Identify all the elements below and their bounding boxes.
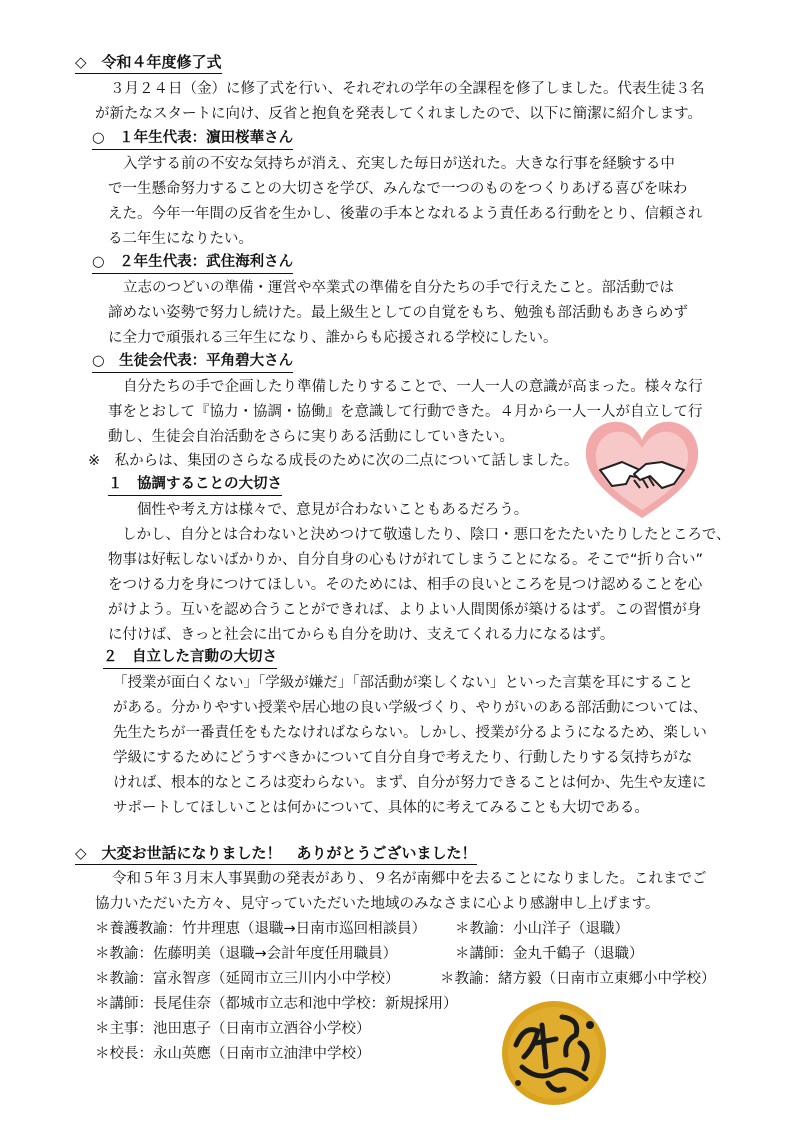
staff-entry: ＊主事：池田恵子（日南市立酒谷小学校）: [95, 1021, 371, 1037]
point1-line: しかし、自分とは合わないと決めつけて敬遠したり、陰口・悪口をたたいたりしたところで、: [122, 527, 731, 543]
principal-note: ※ 私からは、集団のさらなる成長のために次の二点について話しました。: [88, 453, 579, 469]
point1-line: がけよう。互いを認め合うことができれば、よりよい人間関係が築けるはず。この習慣が身: [108, 602, 702, 618]
staff-entry: ＊講師：長尾佳奈（都城市立志和池中学校：新規採用）: [95, 996, 458, 1012]
section-heading-farewell: ◇ 大変お世話になりました！ ありがとうございました！: [75, 846, 477, 865]
point2-line: サポートしてほしいことは何かについて、具体的に考えてみることも大切である。: [113, 800, 649, 816]
staff-entry: ＊養護教諭：竹井理恵（退職→日南市巡回相談員）: [95, 921, 427, 937]
point2-line: ければ、根本的なところは変わらない。まず、自分が努力できることは何か、先生や友達に: [113, 775, 707, 791]
handshake-heart-icon: [582, 418, 702, 523]
rep-line: 自分たちの手で企画したり準備したりすることで、一人一人の意識が高まった。様々な行: [123, 379, 703, 395]
thanks-calligraphy-stamp-icon: [494, 995, 614, 1107]
section-heading-closing-ceremony: ◇ 令和４年度修了式: [75, 55, 222, 74]
point1-line: をつける力を身につけてほしい。そのためには、相手の良いところを見つけ認めることを心: [108, 577, 703, 593]
point2-heading: ２ 自立した言動の大切さ: [103, 650, 277, 669]
rep-heading-student-council: ○ 生徒会代表：平角碧大さん: [92, 354, 293, 373]
rep-line: えた。今年一年間の反省を生かし、後輩の手本となれるよう責任ある行動をとり、信頼され: [108, 206, 703, 222]
rep-line: 事をとおして『協力・協調・協働』を意識して行動できた。４月から一人一人が自立して行: [108, 404, 703, 420]
point2-line: 学級にするためにどうすべきかについて自分自身で考えたり、行動したりする気持ちがな: [113, 750, 693, 766]
farewell-intro-line: 協力いただいた方々、見守っていただいた地域のみなさまに心より感謝申し上げます。: [95, 896, 660, 912]
intro-line: が新たなスタートに向け、反省と抱負を発表してくれましたので、以下に簡潔に紹介します。: [95, 106, 702, 122]
staff-entry: ＊教諭：富永智彦（延岡市立三川内小中学校）: [95, 971, 400, 987]
rep-line: 動し、生徒会自治活動をさらに実りある活動にしていきたい。: [108, 429, 514, 445]
staff-entry: ＊教諭：小山洋子（退職）: [455, 921, 629, 937]
point2-line: 先生たちが一番責任をもたなければならない。しかし、授業が分るようになるため、楽しい: [113, 725, 707, 741]
rep-line: 諦めない姿勢で努力し続けた。最上級生としての自覚をもち、勉強も部活動もあきらめず: [108, 305, 688, 321]
point2-line: 「授業が面白くない」「学級が嫌だ」「部活動が楽しくない」といった言葉を耳にすること: [113, 675, 693, 691]
point2-line: がある。分かりやすい授業や居心地の良い学級づくり、やりがいのある部活動については、: [113, 700, 708, 716]
rep-heading-grade1: ○ １年生代表：濵田桜華さん: [92, 131, 293, 150]
staff-entry: ＊教諭：緒方毅（日南市立東郷小中学校）: [440, 971, 716, 987]
point1-heading: １ 協調することの大切さ: [108, 477, 282, 496]
staff-entry: ＊教諭：佐藤明美（退職→会計年度任用職員）: [95, 946, 398, 962]
rep-line: で一生懸命努力することの大切さを学び、みんなで一つのものをつくりあげる喜びを味わ: [108, 181, 688, 197]
point1-line: 物事は好転しないばかりか、自分自身の心もけがれてしまうことになる。そこで“折り合い”: [108, 552, 704, 568]
point1-line: 個性や考え方は様々で、意見が合わないこともあるだろう。: [137, 502, 529, 518]
rep-line: る二年生になりたい。: [108, 231, 253, 247]
rep-line: に全力で頑張れる三年生になり、誰からも応援される学校にしたい。: [108, 330, 558, 346]
rep-heading-grade2: ○ ２年生代表：武住海利さん: [92, 255, 293, 274]
farewell-intro-line: 令和５年３月末人事異動の発表があり、９名が南郷中を去ることになりました。これまでご: [112, 871, 707, 887]
rep-line: 立志のつどいの準備・運営や卒業式の準備を自分たちの手で行えたこと。部活動では: [123, 280, 674, 296]
intro-line: ３月２４日（金）に修了式を行い、それぞれの学年の全課程を修了しました。代表生徒３名: [110, 81, 705, 97]
rep-line: 入学する前の不安な気持ちが消え、充実した毎日が送れた。大きな行事を経験する中: [123, 156, 675, 172]
point1-line: に付けば、きっと社会に出てからも自分を助け、支えてくれる力になるはず。: [108, 627, 615, 643]
staff-entry: ＊校長：永山英應（日南市立油津中学校）: [95, 1046, 371, 1062]
staff-entry: ＊講師：金丸千鶴子（退職）: [455, 946, 644, 962]
